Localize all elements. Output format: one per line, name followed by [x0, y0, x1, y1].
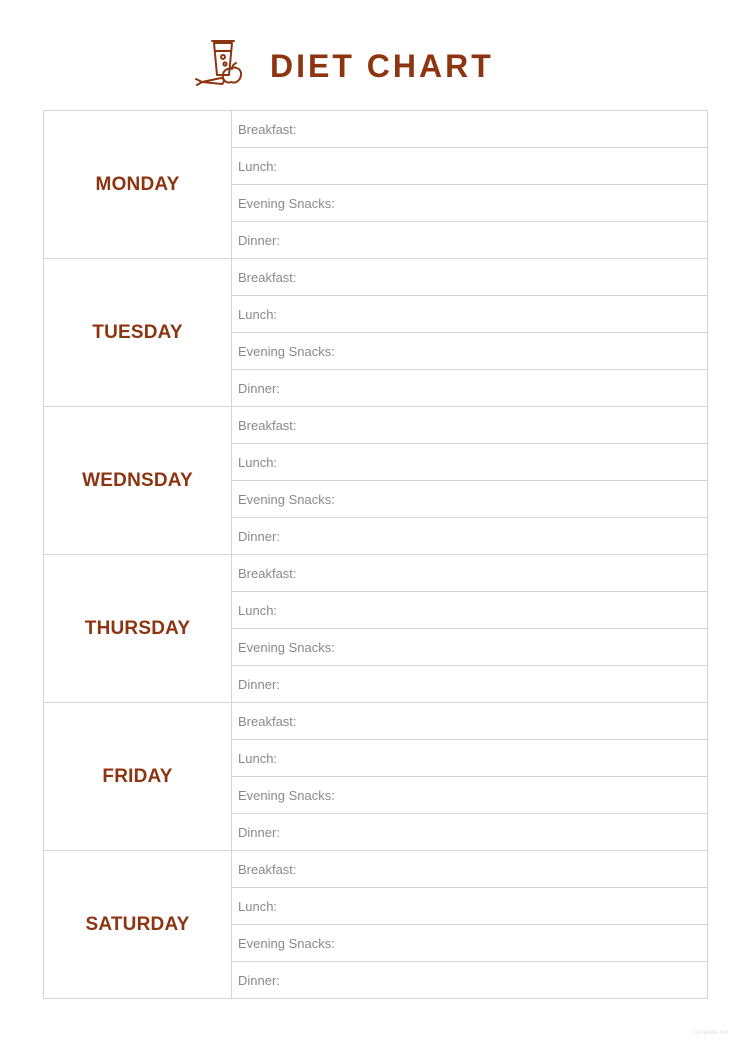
day-name: TUESDAY	[92, 321, 183, 343]
day-name: MONDAY	[95, 173, 180, 195]
day-name: FRIDAY	[102, 765, 173, 787]
lunch-field[interactable]	[232, 296, 708, 333]
meal-label: Lunch:	[238, 454, 278, 470]
meal-label: Lunch:	[238, 750, 278, 766]
lunch-field[interactable]	[232, 444, 708, 481]
evening-snacks-field[interactable]	[232, 629, 708, 666]
meal-label: Breakfast:	[238, 713, 297, 729]
meal-label: Dinner:	[238, 824, 280, 840]
day-block-friday	[44, 703, 708, 851]
breakfast-field[interactable]	[232, 111, 708, 148]
dinner-field[interactable]	[232, 666, 708, 702]
meal-label: Breakfast:	[238, 565, 297, 581]
meal-list	[232, 851, 708, 998]
diet-table	[43, 110, 708, 999]
meal-label: Lunch:	[238, 306, 278, 322]
evening-snacks-field[interactable]	[232, 333, 708, 370]
breakfast-field[interactable]	[232, 407, 708, 444]
dinner-field[interactable]	[232, 518, 708, 554]
evening-snacks-field[interactable]	[232, 481, 708, 518]
lunch-field[interactable]	[232, 592, 708, 629]
day-block-tuesday	[44, 259, 708, 407]
meal-list	[232, 259, 708, 406]
breakfast-field[interactable]	[232, 259, 708, 296]
day-cell	[44, 703, 232, 850]
day-block-thursday	[44, 555, 708, 703]
meal-label: Evening Snacks:	[238, 787, 335, 803]
meal-label: Lunch:	[238, 602, 278, 618]
watermark: template.net	[694, 1030, 728, 1036]
meal-label: Breakfast:	[238, 121, 297, 137]
meal-list	[232, 555, 708, 702]
dinner-field[interactable]	[232, 814, 708, 850]
day-name: WEDNSDAY	[82, 469, 193, 491]
day-cell	[44, 407, 232, 554]
day-block-saturday	[44, 851, 708, 999]
meal-label: Evening Snacks:	[238, 639, 335, 655]
meal-label: Breakfast:	[238, 269, 297, 285]
breakfast-field[interactable]	[232, 703, 708, 740]
lunch-field[interactable]	[232, 148, 708, 185]
dinner-field[interactable]	[232, 222, 708, 258]
meal-label: Dinner:	[238, 528, 280, 544]
breakfast-field[interactable]	[232, 555, 708, 592]
evening-snacks-field[interactable]	[232, 925, 708, 962]
meal-label: Evening Snacks:	[238, 195, 335, 211]
meal-label: Dinner:	[238, 972, 280, 988]
meal-list	[232, 111, 708, 258]
dinner-field[interactable]	[232, 370, 708, 406]
lunch-field[interactable]	[232, 888, 708, 925]
meal-label: Evening Snacks:	[238, 343, 335, 359]
day-cell	[44, 555, 232, 702]
page-header	[0, 30, 740, 104]
day-cell	[44, 111, 232, 258]
meal-label: Lunch:	[238, 158, 278, 174]
evening-snacks-field[interactable]	[232, 185, 708, 222]
day-block-wednesday	[44, 407, 708, 555]
meal-label: Lunch:	[238, 898, 278, 914]
day-block-monday	[44, 111, 708, 259]
meal-label: Evening Snacks:	[238, 491, 335, 507]
lunch-field[interactable]	[232, 740, 708, 777]
meal-list	[232, 407, 708, 554]
meal-list	[232, 703, 708, 850]
page-title: DIET CHART	[270, 48, 494, 84]
dinner-field[interactable]	[232, 962, 708, 998]
meal-label: Breakfast:	[238, 417, 297, 433]
meal-label: Breakfast:	[238, 861, 297, 877]
breakfast-field[interactable]	[232, 851, 708, 888]
day-cell	[44, 851, 232, 998]
meal-label: Dinner:	[238, 232, 280, 248]
day-name: THURSDAY	[84, 617, 191, 639]
meal-label: Dinner:	[238, 380, 280, 396]
meal-label: Dinner:	[238, 676, 280, 692]
evening-snacks-field[interactable]	[232, 777, 708, 814]
day-cell	[44, 259, 232, 406]
day-name: SATURDAY	[85, 913, 190, 935]
drink-and-vegetables-icon	[194, 39, 246, 89]
meal-label: Evening Snacks:	[238, 935, 335, 951]
